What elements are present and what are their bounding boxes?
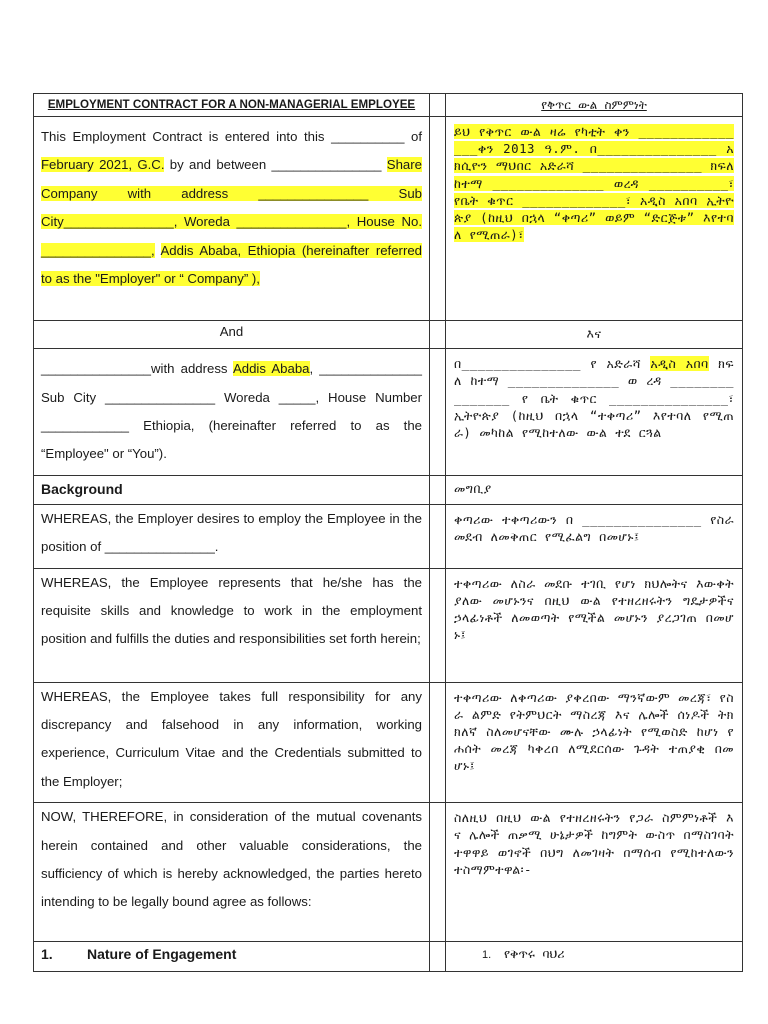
gap-cell	[430, 568, 446, 682]
party1-english-text	[34, 117, 429, 299]
whereas1-row	[34, 504, 743, 568]
whereas3-english-cell	[34, 682, 430, 803]
background-heading: Background	[41, 480, 123, 497]
party1-amharic-cell	[446, 117, 743, 321]
section1-amharic-title: የቅጥሩ ባህሪ	[504, 946, 565, 962]
party1-am-b: _______________ቀን 2013 ዓ.ም.	[454, 124, 734, 157]
background-amharic: መግቢያ	[454, 480, 492, 496]
whereas2-english-cell	[34, 568, 430, 682]
and-amharic-cell	[446, 321, 743, 349]
now-amharic: ስለዚህ በዚህ ውል የተዘረዘሩትን የጋራ ስምምነቶች እና ሌሎች ጠቃሚ ሁኔታዎች ከግምት ውስጥ በማስገባት ተዋዋይ ወገኖች በህግ ለመገዛት በማሰብ የሚከተለውን ተስማምተዋል፡-	[454, 810, 734, 877]
title-row	[34, 94, 743, 117]
party2-row	[34, 349, 743, 476]
gap-cell	[430, 682, 446, 803]
party2-en-b: Addis Ababa	[232, 361, 310, 377]
party1-english-cell	[34, 117, 430, 321]
section1-english-cell	[34, 942, 430, 972]
whereas2-amharic: ተቀጣሪው ለስራ መደቡ ተገቢ የሆነ ክህሎትና እውቀት ያለው መሆኑንና በዚህ ውል የተዘረዘሩትን ግዴታዎችና ኃላፊነቶች ለመወጣት የሚችል መሆኑን ያረጋገጠ በመሆኑ፤	[454, 575, 734, 643]
amharic-title: የቅጥር ውል ስምምነት	[541, 98, 647, 112]
gap-cell	[430, 349, 446, 476]
whereas3-amharic: ተቀጣሪው ለቀጣሪው ያቀረበው ማንኛውም መረጃ፣ የስራ ልምድ የትምህርት ማስረጃ እና ሌሎች ሰነዶች ትክክለኛ ስለመሆናቸው ሙሉ ኃላፊነት የሚወስድ ከሆነ የሐሰት መረጃ ካቀረበ ለሚደርሰው ጉዳት ተጠያቂ በመሆኑ፤	[454, 689, 734, 774]
party1-amharic-text	[446, 117, 742, 249]
background-amharic-cell	[446, 475, 743, 504]
section1-row	[34, 942, 743, 972]
whereas3-english: WHEREAS, the Employee takes full responsibility for any discrepancy and falsehood in any information, working experience, Curriculum Vitae and the Credentials submitted to the Employer;	[41, 688, 422, 789]
now-en-a: NOW, THEREFORE,	[41, 809, 174, 825]
party2-amharic-text	[446, 349, 742, 447]
and-english: And	[219, 324, 244, 339]
english-title: EMPLOYMENT CONTRACT FOR A NON-MANAGERIAL EMPLOYEE	[47, 98, 416, 111]
whereas3-amharic-cell	[446, 682, 743, 803]
party2-english-text	[34, 349, 429, 475]
party1-en-f: Addis Ababa, Ethiopia (hereinafter referred to as the "Employer" or “ Company” ),	[41, 242, 423, 287]
party1-en-a: This Employment Contract is entered into this __________ of	[41, 129, 422, 144]
party1-am-a: ይህ የቅጥር ውል ዛሬ የካቲት ቀን	[454, 124, 639, 139]
whereas3-row	[34, 682, 743, 803]
party1-en-d: Share Company with address _______________ Sub City_______________, Woreda _______________, House No. _______________,	[41, 157, 422, 258]
party1-am-c: በ_______________ አክሲዮን ማህበር አድራሻ _______________ ክፍለ ከተማ ______________ ወረዳ __________፣ የቤት ቁጥር _____________፣ አዲስ አበባ ኢትዮጵያ (ከዚህ በኋላ “ቀጣሪ” ወይም “ድርጅቱ” እየተባለ የሚጠራ)፣	[454, 141, 734, 243]
whereas2-amharic-cell	[446, 568, 743, 682]
gap-cell	[430, 504, 446, 568]
whereas2-row	[34, 568, 743, 682]
gap-cell	[430, 117, 446, 321]
and-row	[34, 321, 743, 349]
gap-cell	[430, 321, 446, 349]
now-english	[34, 803, 429, 923]
party2-am-a: በ_______________	[454, 356, 591, 372]
section1-number: 1.	[41, 946, 53, 963]
now-english-cell	[34, 803, 430, 942]
party1-en-b: February 2021, G.C.	[41, 157, 165, 173]
party2-english-cell	[34, 349, 430, 476]
now-amharic-cell	[446, 803, 743, 942]
contract-table	[33, 93, 743, 972]
english-title-cell	[34, 94, 430, 117]
party1-en-c: by and between _______________	[164, 157, 387, 173]
section1-amharic-number: 1.	[482, 949, 492, 962]
section1-heading	[34, 942, 429, 970]
whereas1-amharic: ቀጣሪው ተቀጣሪውን በ _______________ የስራ መደብ ለመቅጠር የሚፈልግ በመሆኑ፤	[454, 511, 734, 545]
gap-cell	[430, 942, 446, 972]
whereas1-english-cell	[34, 504, 430, 568]
whereas1-english: WHEREAS, the Employer desires to employ the Employee in the position of _______________.	[41, 510, 422, 555]
and-english-cell	[34, 321, 430, 349]
party2-en-a: _______________with address	[41, 361, 233, 377]
now-en-b: in consideration of the mutual covenants herein contained and other valuable considerations, the sufficiency of which is hereby acknowledged, the parties hereto intending to be legally bound agree as follows:	[41, 809, 423, 910]
whereas1-amharic-cell	[446, 504, 743, 568]
section1-amharic-heading	[446, 942, 742, 971]
amharic-title-cell	[446, 94, 743, 117]
party2-am-d: ክፍለ ከተማ ______________ ወ ረዳ _______________ የ ቤት ቁጥር _______________፣ ኢትዮጵያ (ከዚህ በኋላ “ተቀጣሪ” እየተባለ የሚጠራ) መካከል የሚከተለው ውል ተደ ርጓል	[454, 356, 734, 441]
section1-title: Nature of Engagement	[87, 946, 237, 963]
party2-amharic-cell	[446, 349, 743, 476]
party1-en-e	[155, 243, 161, 258]
gap-cell	[430, 803, 446, 942]
gap-cell	[430, 475, 446, 504]
party2-am-b: የ አድራሻ	[590, 356, 651, 372]
gap-cell	[430, 94, 446, 117]
section1-amharic-cell	[446, 942, 743, 972]
now-therefore-row	[34, 803, 743, 942]
whereas2-english: WHEREAS, the Employee represents that he/she has the requisite skills and knowledge to work in the employment position and fulfills the duties and responsibilities set forth herein;	[41, 574, 422, 647]
party2-en-c: , ______________ Sub City _______________ Woreda _____, House Number ____________ Ethiopia, (hereinafter referred to as the “Employee" or “You”).	[41, 361, 422, 462]
background-row	[34, 475, 743, 504]
party2-am-c: አዲስ አበባ	[650, 356, 709, 372]
and-amharic: እና	[586, 326, 602, 341]
background-english-cell	[34, 475, 430, 504]
party1-row	[34, 117, 743, 321]
